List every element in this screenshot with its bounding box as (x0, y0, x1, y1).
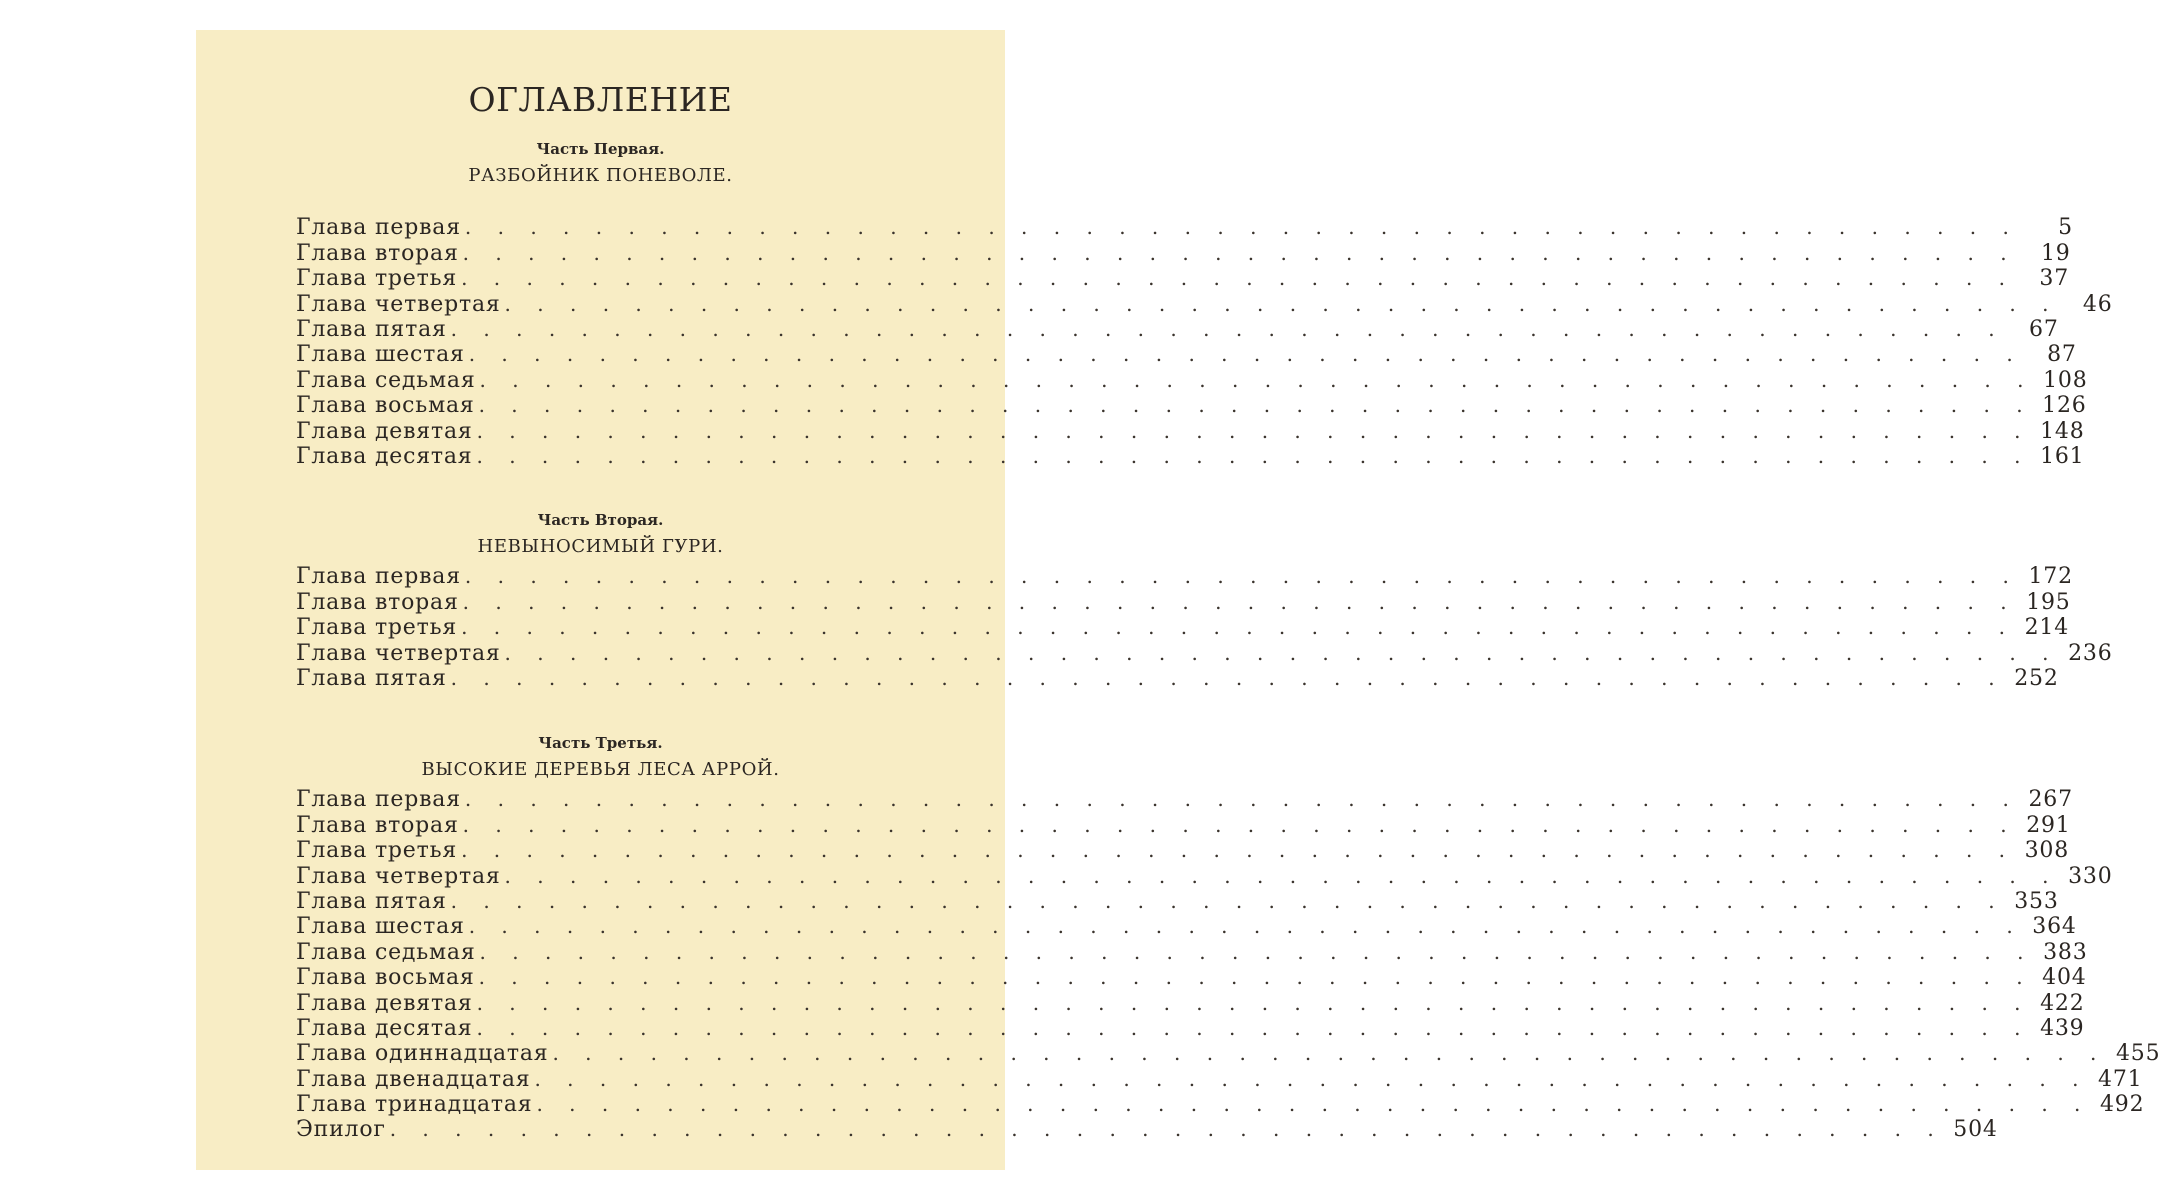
toc-title: ОГЛАВЛЕНИЕ (468, 80, 733, 119)
chapter-title: Глава седьмая (296, 939, 476, 965)
page-number: 67 (2029, 316, 2059, 342)
page-number: 87 (2047, 342, 2077, 368)
toc-entry[interactable] (296, 564, 2073, 590)
part-heading-2 (196, 508, 1005, 562)
page-number: 5 (2058, 215, 2073, 241)
dot-leader: . . . . . . . . . . . . . . . . . . . . . . . . . . . . . . . . . . . . . . . . . . . . . . . . (479, 939, 2034, 964)
chapter-title: Глава десятая (296, 443, 473, 469)
chapter-title: Глава восьмая (296, 965, 475, 991)
chapter-title: Глава первая (296, 564, 461, 590)
chapter-title: Глава третья (296, 615, 458, 641)
page-number: 252 (2014, 665, 2059, 691)
chapter-title: Глава двенадцатая (296, 1066, 531, 1092)
page-number: 383 (2043, 939, 2088, 965)
page-number: 126 (2042, 393, 2087, 419)
dot-leader: . . . . . . . . . . . . . . . . . . . . . . . . . . . . . . . . . . . . . . . . . . . . . . . . (461, 615, 2016, 640)
dot-leader: . . . . . . . . . . . . . . . . . . . . . . . . . . . . . . . . . . . . . . . . . . . . . . . . (478, 965, 2033, 990)
chapter-title: Глава третья (296, 838, 458, 864)
page-number: 404 (2042, 965, 2087, 991)
dot-leader: . . . . . . . . . . . . . . . . . . . . . . . . . . . . . . . . . . . . . . . . . . . . . . . . (534, 1066, 2089, 1091)
chapter-title: Глава одиннадцатая (296, 1041, 549, 1067)
toc-entry[interactable] (296, 965, 2087, 991)
page-number: 504 (1953, 1117, 1998, 1143)
page-number: 236 (2068, 640, 2113, 666)
part-label: Часть Вторая. (537, 511, 664, 529)
toc-entry[interactable] (296, 888, 2059, 914)
toc-entry[interactable] (296, 266, 2070, 292)
chapter-title: Эпилог (296, 1117, 386, 1143)
toc-entry[interactable] (296, 990, 2085, 1016)
chapter-title: Глава тринадцатая (296, 1092, 533, 1118)
chapter-title: Глава четвертая (296, 291, 501, 317)
page-number: 364 (2032, 914, 2077, 940)
chapter-title: Глава шестая (296, 342, 465, 368)
page-number: 214 (2024, 615, 2070, 641)
toc-entry[interactable] (296, 1066, 2143, 1092)
page-number: 422 (2040, 990, 2085, 1016)
page-number: 492 (2100, 1092, 2145, 1118)
chapter-title: Глава вторая (296, 240, 459, 266)
part-heading-3 (196, 731, 1005, 785)
part-label: Часть Первая. (536, 140, 665, 158)
dot-leader: . . . . . . . . . . . . . . . . . . . . . . . . . . . . . . . . . . . . . . . . . . . . . . . . (504, 640, 2059, 665)
chapter-title: Глава девятая (296, 418, 473, 444)
part-name: РАЗБОЙНИК ПОНЕВОЛЕ. (468, 165, 733, 186)
toc-entry[interactable] (296, 812, 2071, 838)
toc-entry[interactable] (296, 914, 2077, 940)
dot-leader: . . . . . . . . . . . . . . . . . . . . . . . . . . . . . . . . . . . . . . . . . . . . . . . . (464, 215, 2019, 240)
dot-leader: . . . . . . . . . . . . . . . . . . . . . . . . . . . . . . . . . . . . . . . . . . . . . . . . (478, 393, 2033, 418)
chapter-title: Глава четвертая (296, 863, 501, 889)
page-number: 267 (2028, 787, 2073, 813)
chapter-title: Глава четвертая (296, 640, 501, 666)
chapter-title: Глава пятая (296, 888, 447, 914)
chapter-title: Глава вторая (296, 812, 459, 838)
dot-leader: . . . . . . . . . . . . . . . . . . . . . . . . . . . . . . . . . . . . . . . . . . . . . . . . (552, 1041, 2107, 1066)
toc-list-part-1 (296, 215, 2113, 469)
dot-leader: . . . . . . . . . . . . . . . . . . . . . . . . . . . . . . . . . . . . . . . . . . . . . . . . (504, 291, 2059, 316)
part-name: ВЫСОКИЕ ДЕРЕВЬЯ ЛЕСА АРРОЙ. (421, 759, 780, 780)
chapter-title: Глава десятая (296, 1015, 473, 1041)
chapter-title: Глава первая (296, 787, 461, 813)
dot-leader: . . . . . . . . . . . . . . . . . . . . . . . . . . . . . . . . . . . . . . . . . . . . . . . . (450, 665, 2005, 690)
toc-entry[interactable] (296, 443, 2085, 469)
toc-entry[interactable] (296, 838, 2070, 864)
dot-leader: . . . . . . . . . . . . . . . . . . . . . . . . . . . . . . . . . . . . . . . . . . . . . . . . (464, 787, 2019, 812)
page-number: 471 (2098, 1066, 2143, 1092)
toc-list-part-2 (296, 564, 2113, 691)
toc-entry[interactable] (296, 367, 2088, 393)
page-number: 148 (2040, 418, 2085, 444)
chapter-title: Глава шестая (296, 914, 465, 940)
part-name: НЕВЫНОСИМЫЙ ГУРИ. (477, 536, 724, 557)
toc-entry[interactable] (296, 316, 2059, 342)
dot-leader: . . . . . . . . . . . . . . . . . . . . . . . . . . . . . . . . . . . . . . . . . . . . . . . . (476, 990, 2031, 1015)
page-number: 308 (2024, 838, 2070, 864)
page-number: 439 (2040, 1015, 2085, 1041)
dot-leader: . . . . . . . . . . . . . . . . . . . . . . . . . . . . . . . . . . . . . . . . . . . . . . . . (464, 564, 2019, 589)
page-number: 291 (2026, 812, 2071, 838)
dot-leader: . . . . . . . . . . . . . . . . . . . . . . . . . . . . . . . . . . . . . . . . . . . . . . . . (536, 1092, 2091, 1117)
toc-entry[interactable] (296, 787, 2073, 813)
toc-entry[interactable] (296, 1092, 2145, 1118)
toc-entry[interactable] (296, 665, 2059, 691)
dot-leader: . . . . . . . . . . . . . . . . . . . . . . . . . . . . . . . . . . . . . . . . . . . . . . . . (476, 418, 2031, 443)
toc-entry[interactable] (296, 240, 2071, 266)
toc-entry[interactable] (296, 863, 2113, 889)
page-number: 353 (2014, 888, 2059, 914)
book-page (196, 30, 2160, 1170)
toc-entry[interactable] (296, 291, 2113, 317)
toc-entry[interactable] (296, 1117, 1998, 1143)
toc-entry[interactable] (296, 615, 2070, 641)
toc-entry[interactable] (296, 1041, 2160, 1067)
chapter-title: Глава вторая (296, 589, 459, 615)
page-number: 172 (2028, 564, 2073, 590)
chapter-title: Глава восьмая (296, 393, 475, 419)
dot-leader: . . . . . . . . . . . . . . . . . . . . . . . . . . . . . . . . . . . . . . . . . . . . . . . . (462, 240, 2017, 265)
dot-leader: . . . . . . . . . . . . . . . . . . . . . . . . . . . . . . . . . . . . . . . . . . . . . . . . (468, 914, 2023, 939)
dot-leader: . . . . . . . . . . . . . . . . . . . . . . . . . . . . . . . . . . . . . . . . . . . . . . . . (389, 1117, 1944, 1142)
toc-list-part-3 (296, 787, 2160, 1143)
toc-entry[interactable] (296, 342, 2077, 368)
dot-leader: . . . . . . . . . . . . . . . . . . . . . . . . . . . . . . . . . . . . . . . . . . . . . . . . (476, 1015, 2031, 1040)
page-number: 195 (2026, 589, 2071, 615)
toc-entry[interactable] (296, 640, 2113, 666)
dot-leader: . . . . . . . . . . . . . . . . . . . . . . . . . . . . . . . . . . . . . . . . . . . . . . . . (468, 342, 2023, 367)
page-number: 330 (2068, 863, 2113, 889)
chapter-title: Глава третья (296, 266, 458, 292)
dot-leader: . . . . . . . . . . . . . . . . . . . . . . . . . . . . . . . . . . . . . . . . . . . . . . . . (461, 266, 2016, 291)
toc-entry[interactable] (296, 1015, 2085, 1041)
toc-entry[interactable] (296, 393, 2087, 419)
toc-entry[interactable] (296, 589, 2071, 615)
chapter-title: Глава первая (296, 215, 461, 241)
page-number: 108 (2043, 367, 2088, 393)
page-number: 37 (2039, 266, 2070, 292)
part-label: Часть Третья. (538, 734, 663, 752)
page-number: 161 (2040, 443, 2085, 469)
chapter-title: Глава седьмая (296, 367, 476, 393)
toc-entry[interactable] (296, 939, 2088, 965)
toc-entry[interactable] (296, 215, 2073, 241)
dot-leader: . . . . . . . . . . . . . . . . . . . . . . . . . . . . . . . . . . . . . . . . . . . . . . . . (504, 863, 2059, 888)
dot-leader: . . . . . . . . . . . . . . . . . . . . . . . . . . . . . . . . . . . . . . . . . . . . . . . . (450, 316, 2005, 341)
page-number: 19 (2041, 240, 2071, 266)
chapter-title: Глава пятая (296, 316, 447, 342)
chapter-title: Глава пятая (296, 665, 447, 691)
chapter-title: Глава девятая (296, 990, 473, 1016)
dot-leader: . . . . . . . . . . . . . . . . . . . . . . . . . . . . . . . . . . . . . . . . . . . . . . . . (462, 589, 2017, 614)
part-heading-1 (196, 137, 1005, 191)
page-number: 46 (2082, 291, 2113, 317)
dot-leader: . . . . . . . . . . . . . . . . . . . . . . . . . . . . . . . . . . . . . . . . . . . . . . . . (461, 838, 2016, 863)
dot-leader: . . . . . . . . . . . . . . . . . . . . . . . . . . . . . . . . . . . . . . . . . . . . . . . . (450, 888, 2005, 913)
dot-leader: . . . . . . . . . . . . . . . . . . . . . . . . . . . . . . . . . . . . . . . . . . . . . . . . (476, 443, 2031, 468)
page-number: 455 (2116, 1041, 2160, 1067)
dot-leader: . . . . . . . . . . . . . . . . . . . . . . . . . . . . . . . . . . . . . . . . . . . . . . . . (479, 367, 2034, 392)
dot-leader: . . . . . . . . . . . . . . . . . . . . . . . . . . . . . . . . . . . . . . . . . . . . . . . . (462, 812, 2017, 837)
toc-entry[interactable] (296, 418, 2085, 444)
